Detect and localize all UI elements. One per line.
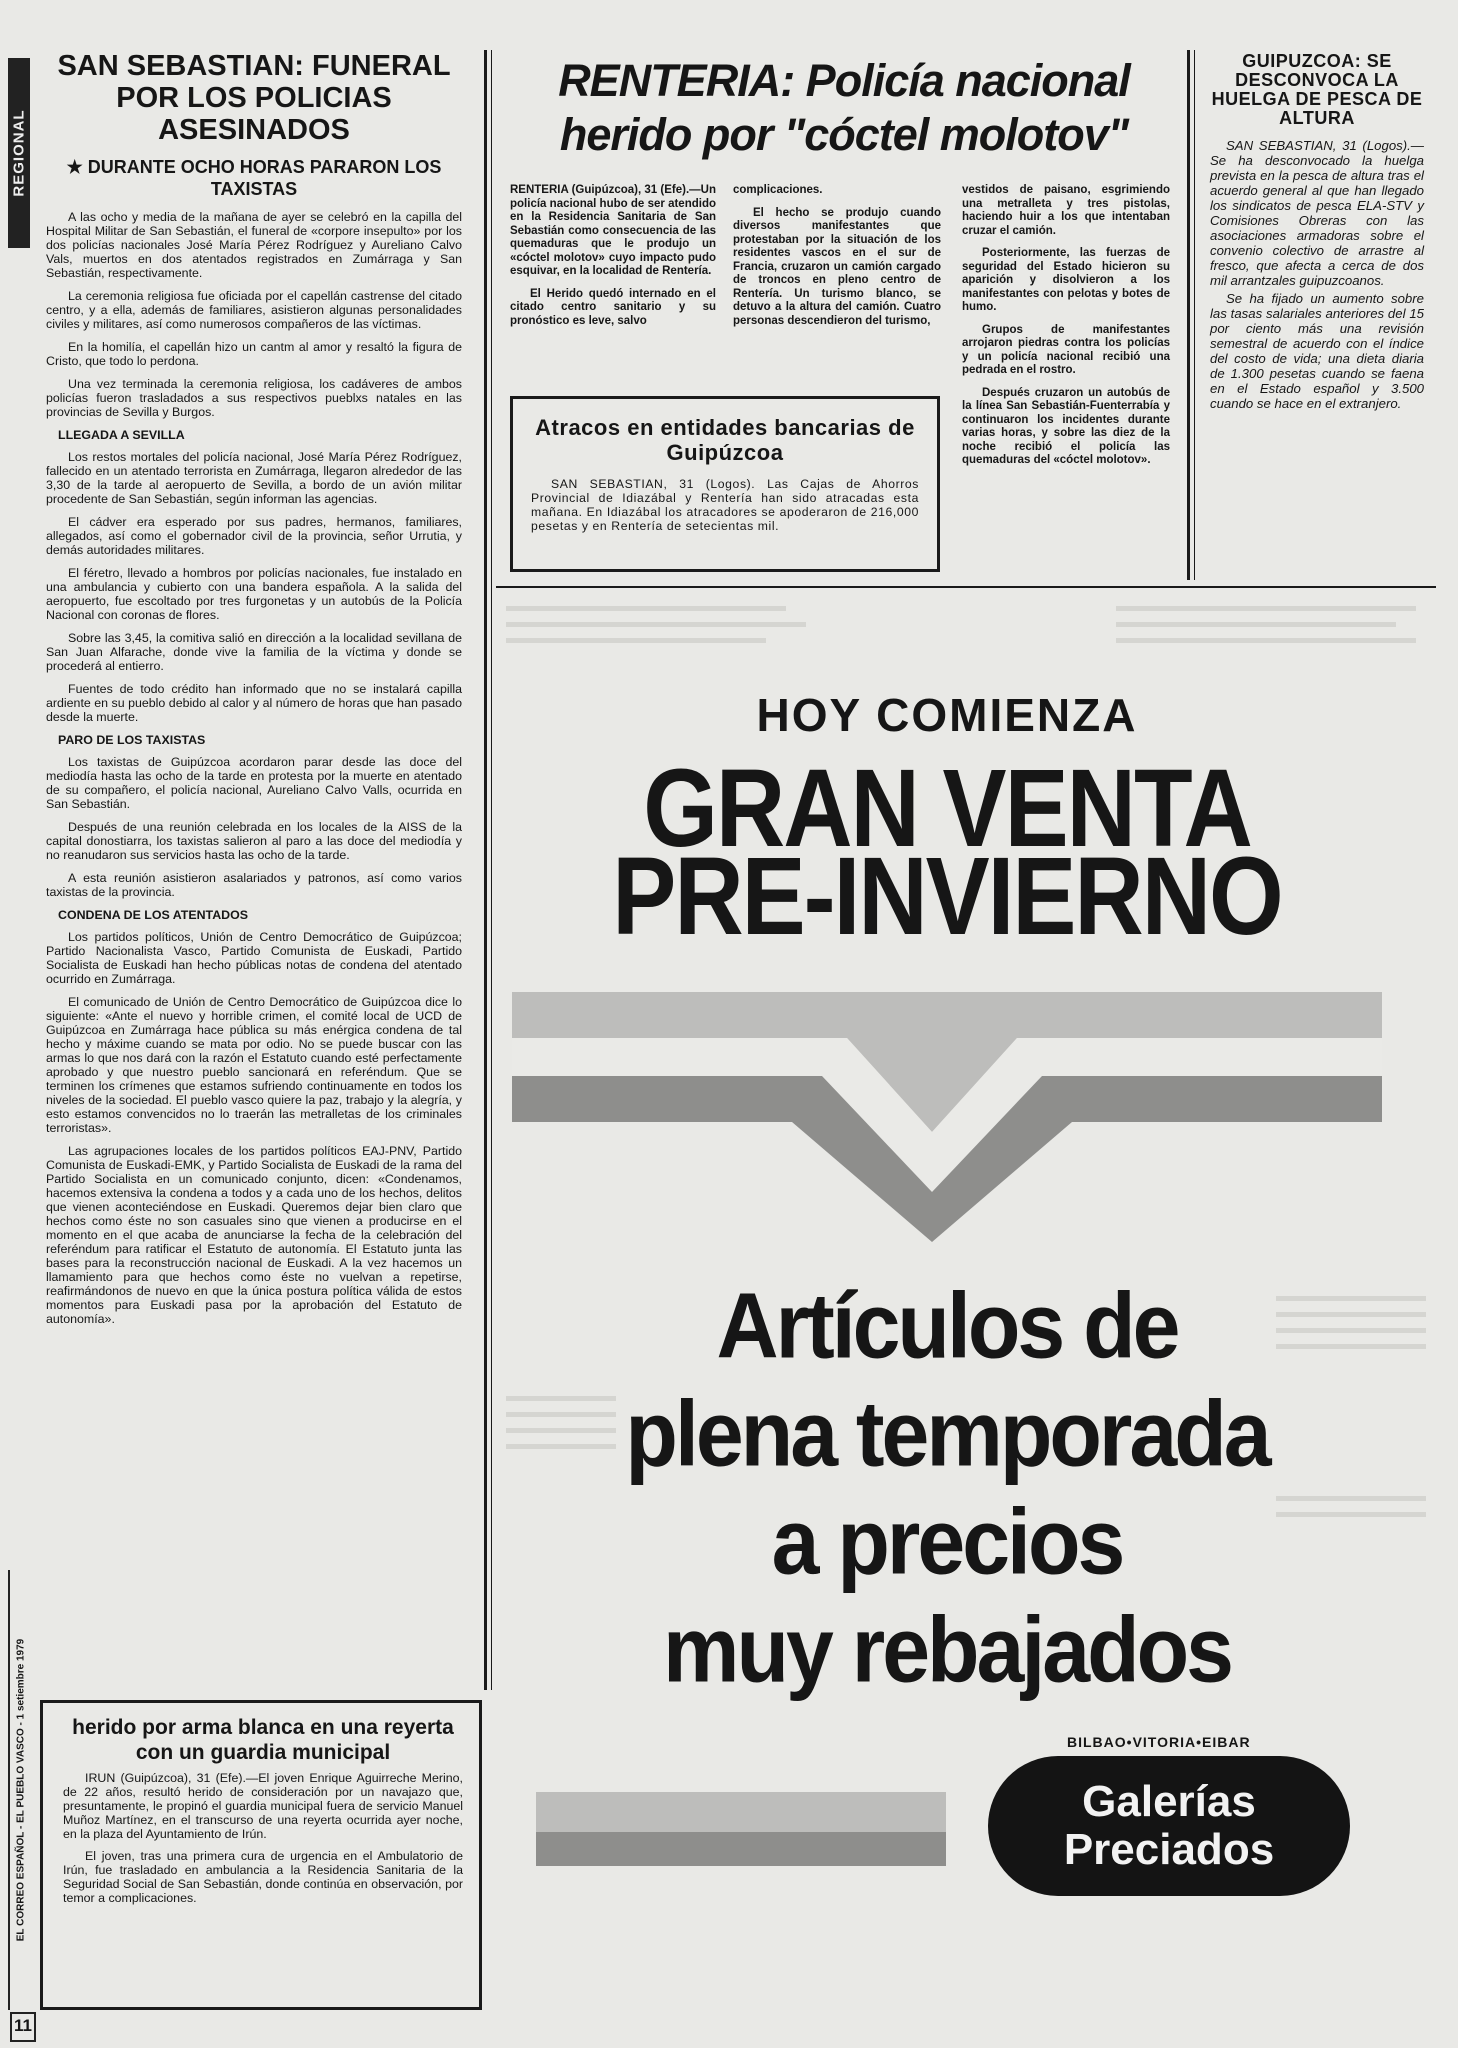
galerias-preciados-ad (512, 682, 1382, 2042)
column-rule (491, 50, 492, 1690)
paragraph: La ceremonia religiosa fue oficiada por el capellán castrense del citado centro, y a ella, además de familiares, asistieron algunas personalidades civiles y militares, así como numerosos compañeros de las víctimas. (46, 289, 462, 331)
ad-gran-venta: GRAN VENTA (643, 746, 1251, 870)
paragraph: SAN SEBASTIAN, 31 (Logos).—Se ha desconvocado la huelga prevista en la pesca de altura tras el acuerdo general al que han llegado los sindicatos de pesca ELA-STV y Comisiones Obreras con las asociaciones armadoras sobre el convenio colectivo de arrastre al fresco, que afecta a cerca de dos mil arrantzales guipuzcoanos. (1210, 138, 1424, 288)
ad-chevron-graphic (512, 992, 1382, 1242)
ad-band-dark (536, 1832, 946, 1866)
funeral-article (46, 50, 462, 1335)
paragraph: Sobre las 3,45, la comitiva salió en dirección a la localidad sevillana de San Juan Alfarache, donde vive la familia de la víctima y donde se procederá al entierro. (46, 631, 462, 673)
ad-cities: BILBAO•VITORIA•EIBAR (1067, 1734, 1251, 1750)
paragraph: Después cruzaron un autobús de la línea San Sebastián-Fuenterrabía y continuaron los incidentes durante varias horas, y sobre las diez de la noche recibió el policía las quemaduras del «cóctel molotov». (962, 386, 1170, 466)
paragraph: Los partidos políticos, Unión de Centro Democrático de Guipúzcoa; Partido Nacionalista Vasco, Partido Comunista de Euskadi, Partido Socialista de Euskadi han hecho públicas notas de condena del atentado ocurrido en Zumárraga. (46, 930, 462, 986)
page-number: 11 (10, 2012, 36, 2042)
paragraph: El comunicado de Unión de Centro Democrático de Guipúzcoa dice lo siguiente: «Ante el nuevo y horrible crimen, el comité local de UCD de Guipúzcoa en Zumárraga hace pública su más enérgica condena de tal hecho y máxime cuando se mata por odio. No se puede buscar con las armas lo que nos dará con la razón el Estatuto cuando esté perfectamente aprobado y que nuestro pueblo sancionará en referéndum. Que se terminen los crímenes que estamos sufriendo continuamente en todos los niveles de la sociedad. El pueblo vasco quiere la paz, trabajo y la alegría, y esto estamos convencidos no lo traerán las metralletas de los criminales terroristas». (46, 995, 462, 1135)
logo-line: Galerías (1082, 1777, 1256, 1826)
paragraph: Una vez terminada la ceremonia religiosa, los cadáveres de ambos policías fueron trasladados a sus respectivos pueblxs natales en las provincias de Sevilla y Burgos. (46, 377, 462, 419)
herido-box (40, 1700, 482, 2010)
paragraph: complicaciones. (733, 184, 823, 196)
paragraph: El cádver era esperado por sus padres, hermanos, familiares, allegados, así como el gobernador civil de la provincia, señor Urrutia, y demás autoridades militares. (46, 515, 462, 557)
atracos-box (510, 396, 940, 572)
paragraph: vestidos de paisano, esgrimiendo una metralleta y tres pistolas, haciendo huir a los que intentaban cruzar el camión. (962, 184, 1170, 237)
atracos-title: Atracos en entidades bancarias de Guipúzcoa (535, 415, 915, 465)
ad-body-line: Artículos de (716, 1274, 1178, 1378)
galerias-preciados-logo (988, 1756, 1350, 1896)
paragraph: El hecho se produjo cuando diversos manifestantes que protestaban por la situación de los residentes vascos en el sur de Francia, cruzaron un camión cargado de troncos en pleno centro de Rentería. Un turismo blanco, se detuvo a la altura del camión. Cuatro personas descendieron del turismo, (733, 206, 941, 327)
renteria-column-b (733, 184, 941, 337)
column-rule (1194, 50, 1195, 580)
paragraph: El féretro, llevado a hombros por policías nacionales, fue instalado en una ambulancia y cubierto con una bandera española. A la salida del aeropuerto, fue escoltado por tres furgonetas y un autobús de la Policía Nacional con coronas de flores. (46, 566, 462, 622)
ad-body-line: muy rebajados (663, 1598, 1231, 1702)
paragraph: A esta reunión asistieron asalariados y patronos, así como varios taxistas de la provincia. (46, 871, 462, 899)
renteria-column-c (962, 184, 1170, 477)
paragraph: Después de una reunión celebrada en los locales de la AISS de la capital donostiarra, los taxistas salieron al paro a las doce del mediodía y no reanudaron sus servicios hasta las ocho de la tarde. (46, 820, 462, 862)
ad-body-line: a precios (771, 1490, 1123, 1594)
paragraph: Los taxistas de Guipúzcoa acordaron parar desde las doce del mediodía hasta las ocho de la tarde en protesta por la muerte en atentado de su compañero, el policía nacional, Aureliano Calvo Valls, ocurrida en San Sebastián. (46, 755, 462, 811)
column-rule (484, 50, 487, 1690)
subheading: PARO DE LOS TAXISTAS (58, 733, 206, 747)
paragraph: A las ocho y media de la mañana de ayer se celebró en la capilla del Hospital Militar de San Sebastián, el funeral de «corpore insepulto» por los dos policías nacionales José María Pérez Rodríguez y Aureliano Calvo Vals, muertos en dos atentados registrados en Zumárraga y San Sebastián, respectivamente. (46, 210, 462, 280)
pesca-headline: GUIPUZCOA: SE DESCONVOCA LA HUELGA DE PESCA DE ALTURA (1211, 51, 1423, 128)
paragraph: Grupos de manifestantes arrojaron piedras contra los policías y un policía nacional recibió una pedrada en el rostro. (962, 323, 1170, 376)
atracos-text: SAN SEBASTIAN, 31 (Logos). Las Cajas de Ahorros Provincial de Idiazábal y Rentería han sido atracadas esta mañana. En Idiazábal los atracadores se apoderaron de 216,000 pesetas y en Rentería de setecientas mil. (531, 477, 919, 533)
herido-title: herido por arma blanca en una reyerta con un guardia municipal (72, 1716, 454, 1764)
ad-body-line: plena temporada (625, 1382, 1269, 1486)
folio-text: EL CORREO ESPAÑOL - EL PUEBLO VASCO - 1 setiembre 1979 (15, 1638, 27, 1942)
renteria-column-a (510, 184, 716, 337)
paragraph: Las agrupaciones locales de los partidos políticos EAJ-PNV, Partido Comunista de Euskadi-EMK, y Partido Socialista de Euskadi de la rama del Partido Socialista en un comunicado conjunto, dicen: «Condenamos, hacemos extensiva la condena a todos y a cada uno de los hechos, delitos que vienen aconteciéndose en Euskadi. Queremos dejar bien claro que hechos como éste no son casuales sino que vienen a producirse en el momento en el que acaba de anunciarse la fecha de la celebración del referéndum para ratificar el Estatuto de autonomía. El Estatuto junta las bases para la reconstrucción nacional de Euskadi. A la vez hacemos un llamamiento para que hechos como éste no vuelvan a repetirse, reafirmándonos de nuevo en que la única postura política válida de estos momentos para Euskadi pasa por la aprobación del Estatuto de autonomía». (46, 1144, 462, 1326)
renteria-headline (508, 54, 1180, 162)
paragraph: El joven, tras una primera cura de urgencia en el Ambulatorio de Irún, fue trasladado en ambulancia a la Residencia Sanitaria de la Seguridad Social de San Sebastián, donde continúa en observación, por temor a complicaciones. (63, 1849, 463, 1905)
paragraph: En la homilía, el capellán hizo un cantm al amor y resaltó la figura de Cristo, que todo lo perdona. (46, 340, 462, 368)
section-tab: REGIONAL (8, 58, 30, 248)
paragraph: RENTERIA (Guipúzcoa), 31 (Efe).—Un policía nacional hubo de ser atendido en la Residencia Sanitaria de San Sebastián como consecuencia de las quemaduras que le produjo un «cóctel molotov» cuyo impacto pudo esquivar, en la localidad de Rentería. (510, 184, 716, 277)
renteria-headline-line2: herido por "cóctel molotov" (559, 109, 1129, 160)
paragraph: Los restos mortales del policía nacional, José María Pérez Rodríguez, fallecido en un atentado terrorista en Zumárraga, llegaron alrededor de las 3,30 de la tarde al aeropuerto de Sevilla, a bordo de un avión militar procedente de San Sebastián, según informan las agencias. (46, 450, 462, 506)
folio-strip (8, 1570, 32, 2010)
paragraph: Se ha fijado un aumento sobre las tasas salariales anteriores del 15 por ciento más una revisión semestral de acuerdo con el índice del costo de vida; una dieta diaria de 1.300 pesetas cuando se faena en el Estado español y 3.500 cuando se hace en el extranjero. (1210, 291, 1424, 411)
ad-band-light (536, 1792, 946, 1832)
ad-pre-invierno: PRE-INVIERNO (612, 834, 1282, 958)
ad-hoy-comienza: HOY COMIENZA (756, 689, 1138, 741)
subheading: CONDENA DE LOS ATENTADOS (58, 908, 248, 922)
subheading: LLEGADA A SEVILLA (58, 428, 185, 442)
paragraph: Posteriormente, las fuerzas de seguridad del Estado hicieron su aparición y disolvieron a los manifestantes con pelotas y botes de humo. (962, 247, 1170, 313)
column-rule (1187, 50, 1190, 580)
renteria-headline-line1: RENTERIA: Policía nacional (558, 55, 1130, 106)
ad-body-copy (512, 1272, 1382, 1704)
funeral-subhead: ★ DURANTE OCHO HORAS PARARON LOS TAXISTAS (66, 157, 442, 199)
paragraph: IRUN (Guipúzcoa), 31 (Efe).—El joven Enrique Aguirreche Merino, de 22 años, resultó herido de consideración por un navajazo que, presuntamente, le propinó el guardia municipal fuera de servicio Manuel Muñoz Martínez, en el transcurso de una reyerta ocurrida ayer noche, en la plaza del Ayuntamiento de Irún. (63, 1771, 463, 1841)
logo-line: Preciados (1063, 1825, 1275, 1874)
paragraph: El Herido quedó internado en el citado centro sanitario y su pronóstico es leve, salvo (510, 287, 716, 327)
paragraph: Fuentes de todo crédito han informado que no se instalará capilla ardiente en su pueblo debido al calor y al número de horas que han pasado desde la muerte. (46, 682, 462, 724)
section-rule (496, 586, 1436, 588)
pesca-article (1210, 52, 1424, 414)
funeral-headline: SAN SEBASTIAN: FUNERAL POR LOS POLICIAS ASESINADOS (57, 50, 451, 146)
